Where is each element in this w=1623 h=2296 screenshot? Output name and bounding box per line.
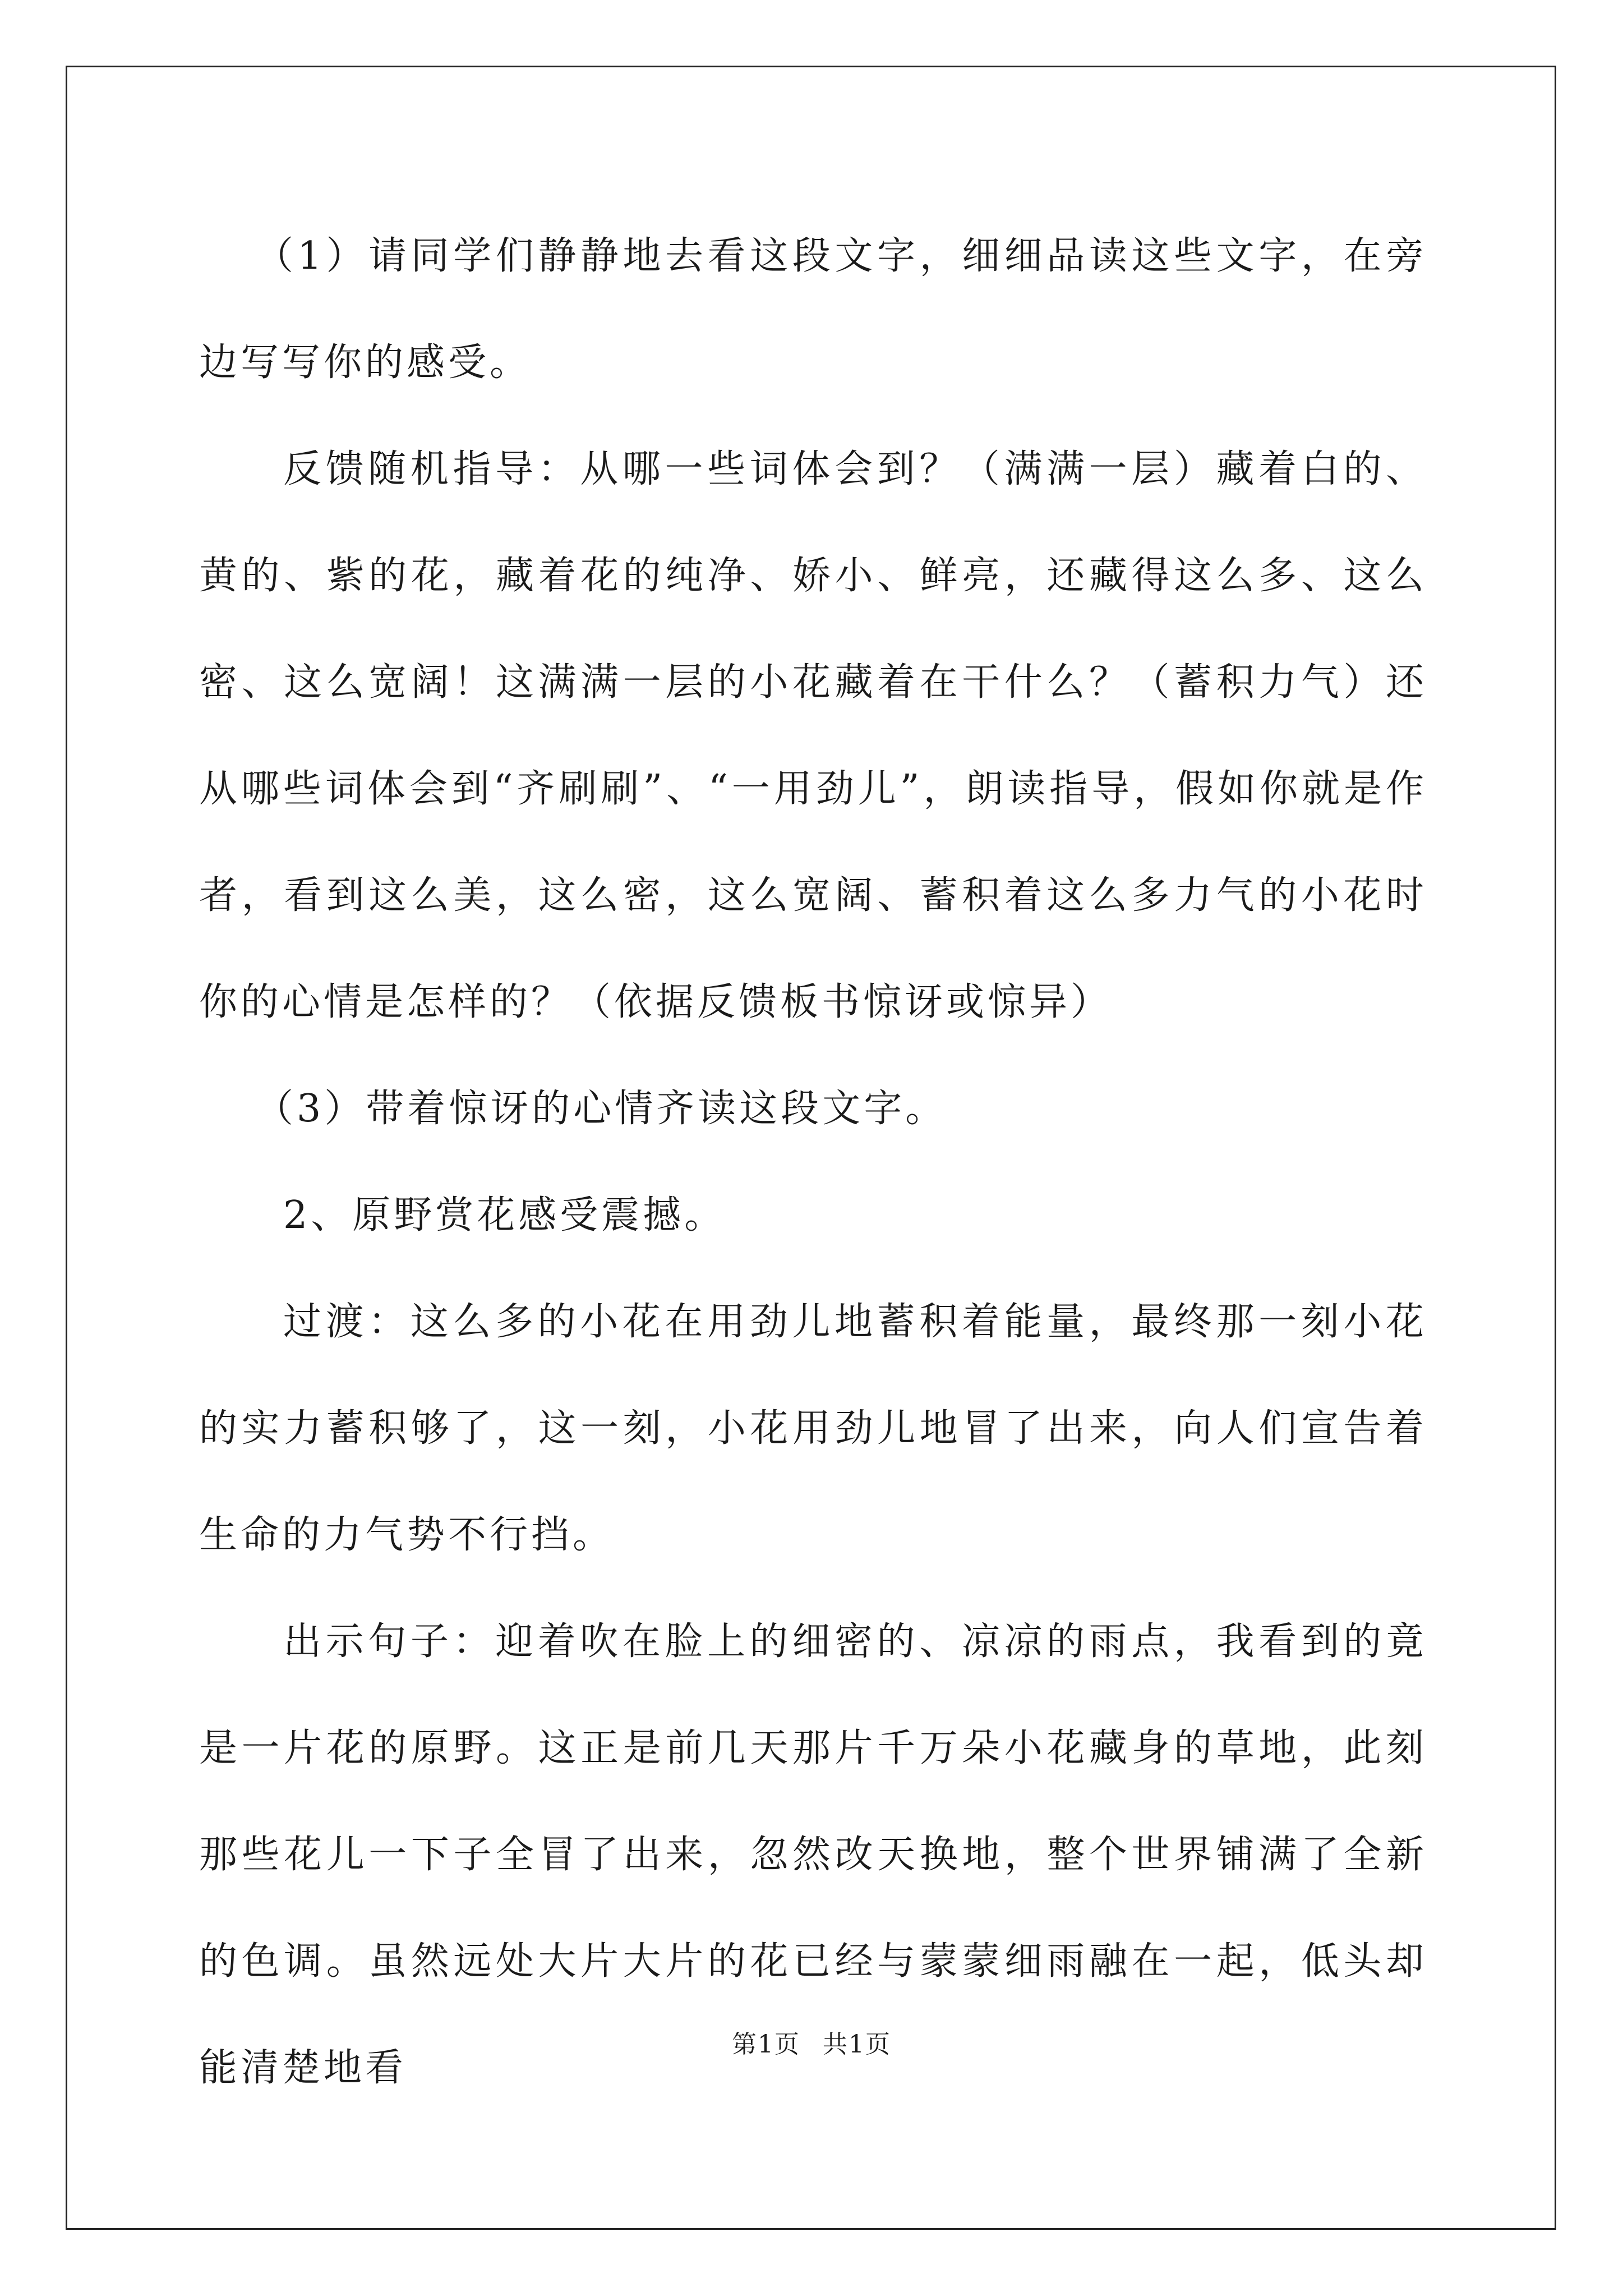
document-body [199, 203, 1427, 2122]
paragraph-4: 2、原野赏花感受震撼。 [283, 1193, 726, 1237]
paragraph-2: 反馈随机指导：从哪一些词体会到？（满满一层）藏着白的、黄的、紫的花，藏着花的纯净、娇小、鲜亮，还藏得这么多、这么密、这么宽阔！这满满一层的小花藏着在干什么？（蓄积力气）还从哪些词体会到“齐刷刷”、“一用劲儿”，朗读指导，假如你就是作者，看到这么美，这么密，这么宽阔、蓄积着这么多力气的小花时你的心情是怎样的？（依据反馈板书惊讶或惊异） [199, 447, 1427, 1024]
page-number-total: 共1页 [823, 2030, 891, 2059]
paragraph-3: （3）带着惊讶的心情齐读这段文字。 [255, 1087, 947, 1131]
paragraph-1: （1）请同学们静静地去看这段文字，细细品读这些文字，在旁边写写你的感受。 [199, 234, 1427, 385]
page-number-current: 第1页 [732, 2030, 800, 2059]
page-footer [0, 2024, 1623, 2060]
paragraph-6: 出示句子：迎着吹在脸上的细密的、凉凉的雨点，我看到的竟是一片花的原野。这正是前几天那片千万朵小花藏身的草地，此刻那些花儿一下子全冒了出来，忽然改天换地，整个世界铺满了全新的色调。虽然远处大片大片的花已经与蒙蒙细雨融在一起，低头却能清楚地看 [199, 1619, 1427, 2090]
paragraph-5: 过渡：这么多的小花在用劲儿地蓄积着能量，最终那一刻小花的实力蓄积够了，这一刻，小花用劲儿地冒了出来，向人们宣告着生命的力气势不行挡。 [199, 1300, 1427, 1557]
